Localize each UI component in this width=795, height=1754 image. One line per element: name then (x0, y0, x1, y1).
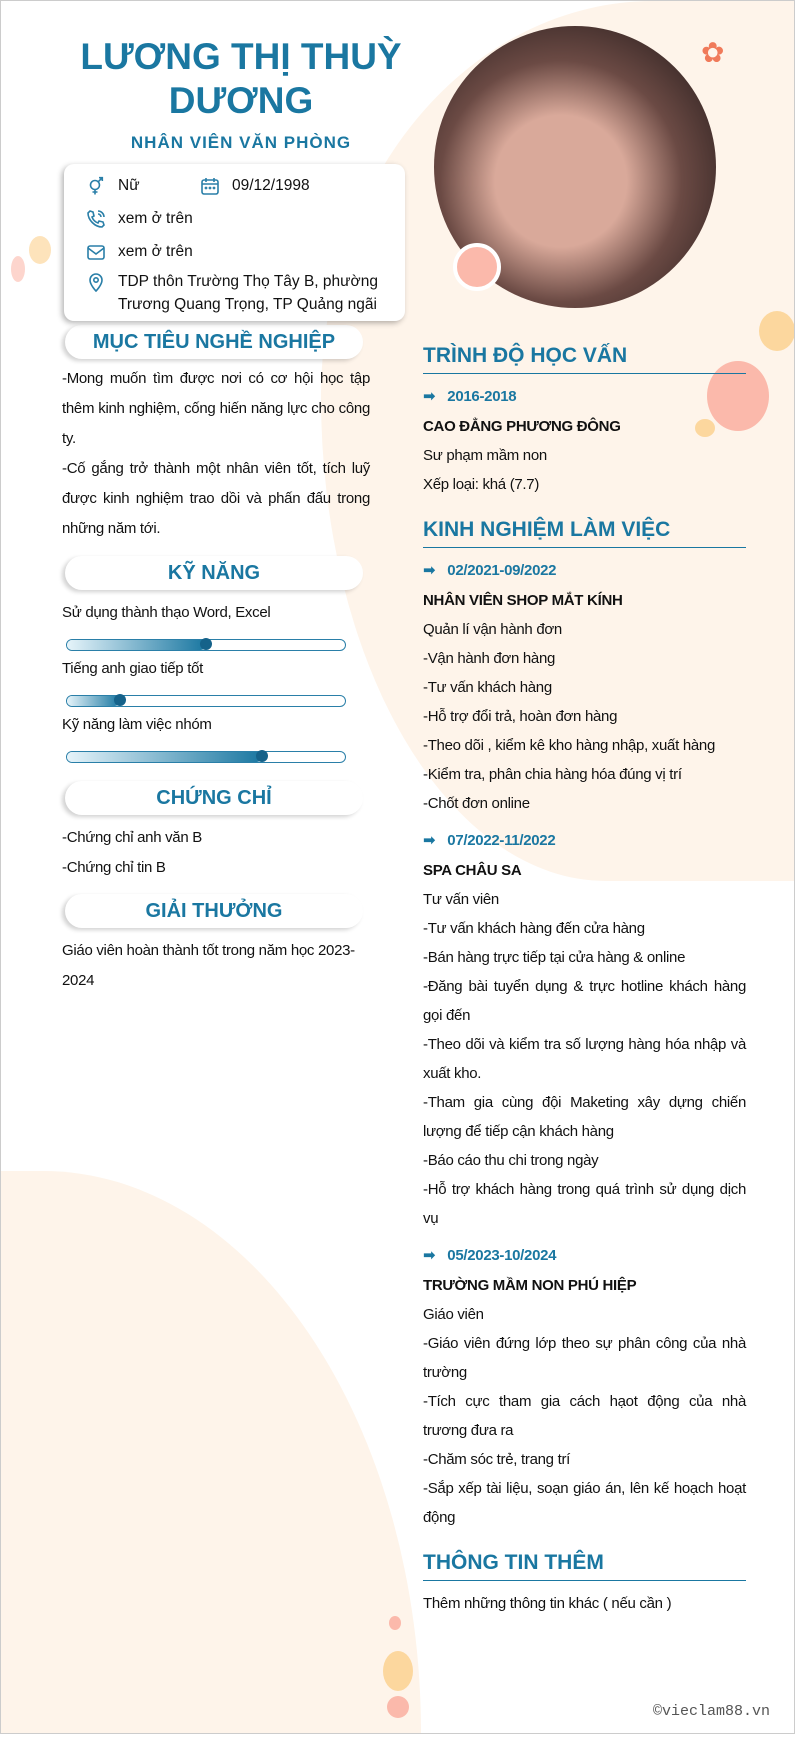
experience-line: Giáo viên (423, 1306, 484, 1323)
experience-line: -Kiểm tra, phân chia hàng hóa đúng vị trí (423, 766, 682, 783)
gender-icon (86, 176, 106, 196)
experience-line: -Tư vấn khách hàng đến cửa hàng (423, 920, 645, 937)
decor-dot (387, 1696, 409, 1718)
experience-line: -Hỗ trợ khách hàng trong quá trình sử dụng dịch vụ (423, 1181, 746, 1227)
objective-text (62, 364, 370, 544)
decor-dot (759, 311, 795, 351)
decor-dot (29, 236, 51, 264)
experience-line: -Tích cực tham gia cách hạot động của nhà trương đưa ra (423, 1393, 746, 1439)
job-title: NHÂN VIÊN VĂN PHÒNG (130, 133, 352, 152)
certificate-item: -Chứng chỉ tin B (62, 859, 166, 876)
skill-bar (66, 639, 346, 651)
phone-value: xem ở trên (118, 210, 193, 227)
experience-line: -Tư vấn khách hàng (423, 679, 552, 696)
decor-dot (389, 1616, 401, 1630)
experience-line: -Hỗ trợ đổi trả, hoàn đơn hàng (423, 708, 618, 725)
flower-icon: ✿ (701, 37, 725, 68)
decor-dot (383, 1651, 413, 1691)
experience-list (423, 556, 746, 1532)
experience-heading: KINH NGHIỆM LÀM VIỆC (423, 515, 746, 548)
contact-card (64, 164, 405, 321)
additional-heading: THÔNG TIN THÊM (423, 1548, 746, 1581)
phone-icon (86, 209, 106, 229)
email-icon (86, 242, 106, 262)
period-text: 07/2022-11/2022 (447, 832, 556, 849)
skill-name: Kỹ năng làm việc nhóm (62, 716, 212, 733)
experience-line: Quản lí vận hành đơn (423, 621, 562, 638)
experience-line: -Bán hàng trực tiếp tại cửa hàng & online (423, 949, 686, 966)
experience-period (423, 826, 746, 856)
experience-line: -Chốt đơn online (423, 795, 530, 812)
calendar-icon (200, 176, 220, 196)
experience-line: -Giáo viên đứng lớp theo sự phân công của nhà trường (423, 1335, 746, 1381)
arrow-right-icon: ➡ (423, 388, 436, 405)
skill-bar (66, 751, 346, 763)
skills-heading: KỸ NĂNG (65, 556, 363, 590)
period-text: 02/2021-09/2022 (447, 562, 557, 579)
certificates-list (62, 823, 370, 883)
skill-bar (66, 695, 346, 707)
objective-line: -Mong muốn tìm được nơi có cơ hội học tập thêm kinh nghiệm, cống hiến năng lực cho công ty. (62, 370, 370, 447)
location-icon (86, 272, 106, 292)
skill-name: Sử dụng thành thạo Word, Excel (62, 604, 271, 621)
objective-line: -Cố gắng trở thành một nhân viên tốt, tích luỹ được kinh nghiệm trao dồi và phấn đấu trong những năm tới. (62, 460, 370, 537)
education-line: Xếp loại: khá (7.7) (423, 476, 540, 493)
company-name: NHÂN VIÊN SHOP MẮT KÍNH (423, 592, 623, 609)
experience-line: -Theo dõi , kiểm kê kho hàng nhập, xuất hàng (423, 737, 716, 754)
candidate-name (61, 35, 421, 123)
experience-line: -Báo cáo thu chi trong ngày (423, 1152, 599, 1169)
gender-value: Nữ (118, 177, 140, 194)
experience-line: -Đăng bài tuyển dụng & trực hotline khách hàng gọi đến (423, 978, 746, 1024)
company-name: TRƯỜNG MẦM NON PHÚ HIỆP (423, 1277, 637, 1294)
school-name: CAO ĐẲNG PHƯƠNG ĐÔNG (423, 418, 621, 435)
bg-cream-shape-bottom (1, 1171, 421, 1733)
experience-line: -Chăm sóc trẻ, trang trí (423, 1451, 571, 1468)
experience-line: Tư vấn viên (423, 891, 499, 908)
experience-line: -Tham gia cùng đội Maketing xây dựng chiến lượng để tiếp cận khách hàng (423, 1094, 746, 1140)
certificate-item: -Chứng chỉ anh văn B (62, 829, 202, 846)
skill-name: Tiếng anh giao tiếp tốt (62, 660, 203, 677)
experience-line: -Sắp xếp tài liệu, soạn giáo án, lên kế hoạch hoạt động (423, 1480, 746, 1526)
copyright: ©vieclam88.vn (652, 1703, 770, 1720)
name-line: LƯƠNG THỊ THUỲ (80, 36, 402, 77)
experience-line: -Theo dõi và kiểm tra số lượng hàng hóa nhập và xuất kho. (423, 1036, 746, 1082)
arrow-right-icon: ➡ (423, 562, 436, 579)
education-heading: TRÌNH ĐỘ HỌC VẤN (423, 341, 746, 374)
experience-period (423, 556, 746, 586)
email-value: xem ở trên (118, 243, 193, 260)
arrow-right-icon: ➡ (423, 832, 436, 849)
experience-line: -Vận hành đơn hàng (423, 650, 556, 667)
education-line: Sư phạm mầm non (423, 447, 547, 464)
address-value: TDP thôn Trường Thọ Tây B, phường Trương Quang Trọng, TP Quảng ngãi (118, 273, 378, 313)
awards-heading: GIẢI THƯỞNG (65, 894, 363, 928)
company-name: SPA CHÂU SA (423, 862, 522, 879)
period-text: 05/2023-10/2024 (447, 1247, 557, 1264)
arrow-right-icon: ➡ (423, 1247, 436, 1264)
award-text: Giáo viên hoàn thành tốt trong năm học 2023-2024 (62, 942, 355, 989)
education-period (423, 382, 746, 412)
name-line: DƯƠNG (168, 80, 314, 121)
birthday-value: 09/12/1998 (232, 177, 310, 194)
period-text: 2016-2018 (447, 388, 517, 405)
certificates-heading: CHỨNG CHỈ (65, 781, 363, 815)
right-column (423, 341, 746, 1618)
decor-dot (11, 256, 25, 282)
objective-heading: MỤC TIÊU NGHỀ NGHIỆP (65, 325, 363, 359)
additional-text: Thêm những thông tin khác ( nếu cần ) (423, 1595, 672, 1612)
decor-circle (453, 243, 501, 291)
experience-period (423, 1241, 746, 1271)
